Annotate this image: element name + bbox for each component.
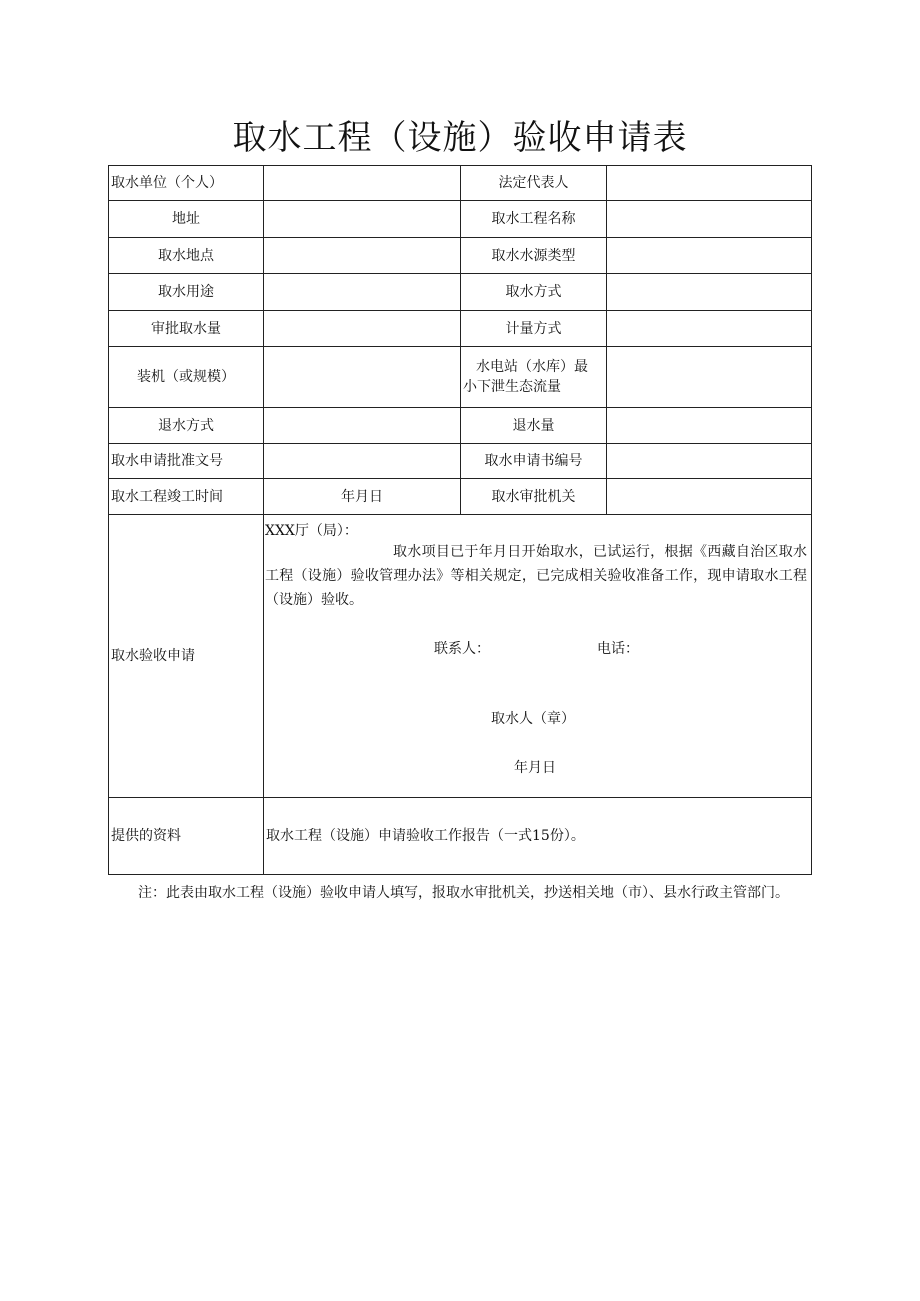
field-value-location[interactable] bbox=[264, 238, 461, 274]
application-body-text: 取水项目已于年月日开始取水，已试运行，根据《西藏自治区取水工程（设施）验收管理办法》等相关规定，已完成相关验收准备工作，现申请取水工程（设施）验收。 bbox=[265, 544, 807, 608]
field-value-project-name[interactable] bbox=[607, 201, 812, 238]
footnote: 注：此表由取水工程（设施）验收申请人填写，报取水审批机关，抄送相关地（市）、县水行政主管部门。 bbox=[138, 885, 789, 901]
field-label-eco-flow bbox=[461, 347, 607, 408]
field-value-drainage-method[interactable] bbox=[264, 408, 461, 444]
field-label-acceptance-application: 取水验收申请 bbox=[109, 515, 264, 798]
field-label-metering-method: 计量方式 bbox=[461, 311, 607, 347]
table-row bbox=[109, 347, 812, 408]
field-label-water-unit: 取水单位（个人） bbox=[109, 166, 264, 201]
field-label-approval-authority: 取水审批机关 bbox=[461, 479, 607, 515]
field-label-location: 取水地点 bbox=[109, 238, 264, 274]
field-label-eco-flow-line1: 水电站（水库）最 bbox=[476, 359, 588, 375]
application-letter bbox=[264, 515, 811, 797]
field-value-legal-representative[interactable] bbox=[607, 166, 812, 201]
table-row bbox=[109, 798, 812, 875]
field-label-purpose: 取水用途 bbox=[109, 274, 264, 311]
field-value-completion-date[interactable]: 年月日 bbox=[264, 479, 461, 515]
field-label-drainage-volume: 退水量 bbox=[461, 408, 607, 444]
acceptance-application-content[interactable] bbox=[264, 515, 812, 798]
field-label-completion-date: 取水工程竣工时间 bbox=[109, 479, 264, 515]
field-value-water-unit[interactable] bbox=[264, 166, 461, 201]
field-value-provided-materials[interactable]: 取水工程（设施）申请验收工作报告（一式15份）。 bbox=[264, 798, 812, 875]
application-greeting: XXX厅（局）： bbox=[265, 523, 358, 539]
field-value-installed-capacity[interactable] bbox=[264, 347, 461, 408]
table-row bbox=[109, 515, 812, 798]
field-label-provided-materials: 提供的资料 bbox=[109, 798, 264, 875]
field-value-approval-authority[interactable] bbox=[607, 479, 812, 515]
field-value-purpose[interactable] bbox=[264, 274, 461, 311]
field-label-drainage-method: 退水方式 bbox=[109, 408, 264, 444]
phone-label: 电话： bbox=[597, 641, 639, 657]
page-title: 取水工程（设施）验收申请表 bbox=[232, 118, 688, 158]
application-form-table bbox=[108, 165, 812, 875]
field-label-approval-number: 取水申请批准文号 bbox=[109, 444, 264, 479]
field-label-intake-method: 取水方式 bbox=[461, 274, 607, 311]
field-label-application-number: 取水申请书编号 bbox=[461, 444, 607, 479]
table-row bbox=[109, 408, 812, 444]
table-row bbox=[109, 311, 812, 347]
field-value-metering-method[interactable] bbox=[607, 311, 812, 347]
field-label-installed-capacity: 装机（或规模） bbox=[109, 347, 264, 408]
field-label-address: 地址 bbox=[109, 201, 264, 238]
field-label-approved-volume: 审批取水量 bbox=[109, 311, 264, 347]
field-value-source-type[interactable] bbox=[607, 238, 812, 274]
field-value-approval-number[interactable] bbox=[264, 444, 461, 479]
field-label-source-type: 取水水源类型 bbox=[461, 238, 607, 274]
table-row bbox=[109, 201, 812, 238]
field-value-address[interactable] bbox=[264, 201, 461, 238]
field-value-drainage-volume[interactable] bbox=[607, 408, 812, 444]
field-label-project-name: 取水工程名称 bbox=[461, 201, 607, 238]
table-row bbox=[109, 274, 812, 311]
table-row bbox=[109, 444, 812, 479]
field-value-approved-volume[interactable] bbox=[264, 311, 461, 347]
field-value-eco-flow[interactable] bbox=[607, 347, 812, 408]
table-row bbox=[109, 166, 812, 201]
field-label-eco-flow-line2: 小下泄生态流量 bbox=[463, 379, 561, 395]
table-row bbox=[109, 238, 812, 274]
field-label-legal-representative: 法定代表人 bbox=[461, 166, 607, 201]
table-row bbox=[109, 479, 812, 515]
contact-person-label: 联系人： bbox=[434, 641, 490, 657]
field-value-application-number[interactable] bbox=[607, 444, 812, 479]
applicant-seal-label: 取水人（章） bbox=[491, 711, 575, 727]
field-value-intake-method[interactable] bbox=[607, 274, 812, 311]
application-date-label: 年月日 bbox=[514, 760, 556, 776]
